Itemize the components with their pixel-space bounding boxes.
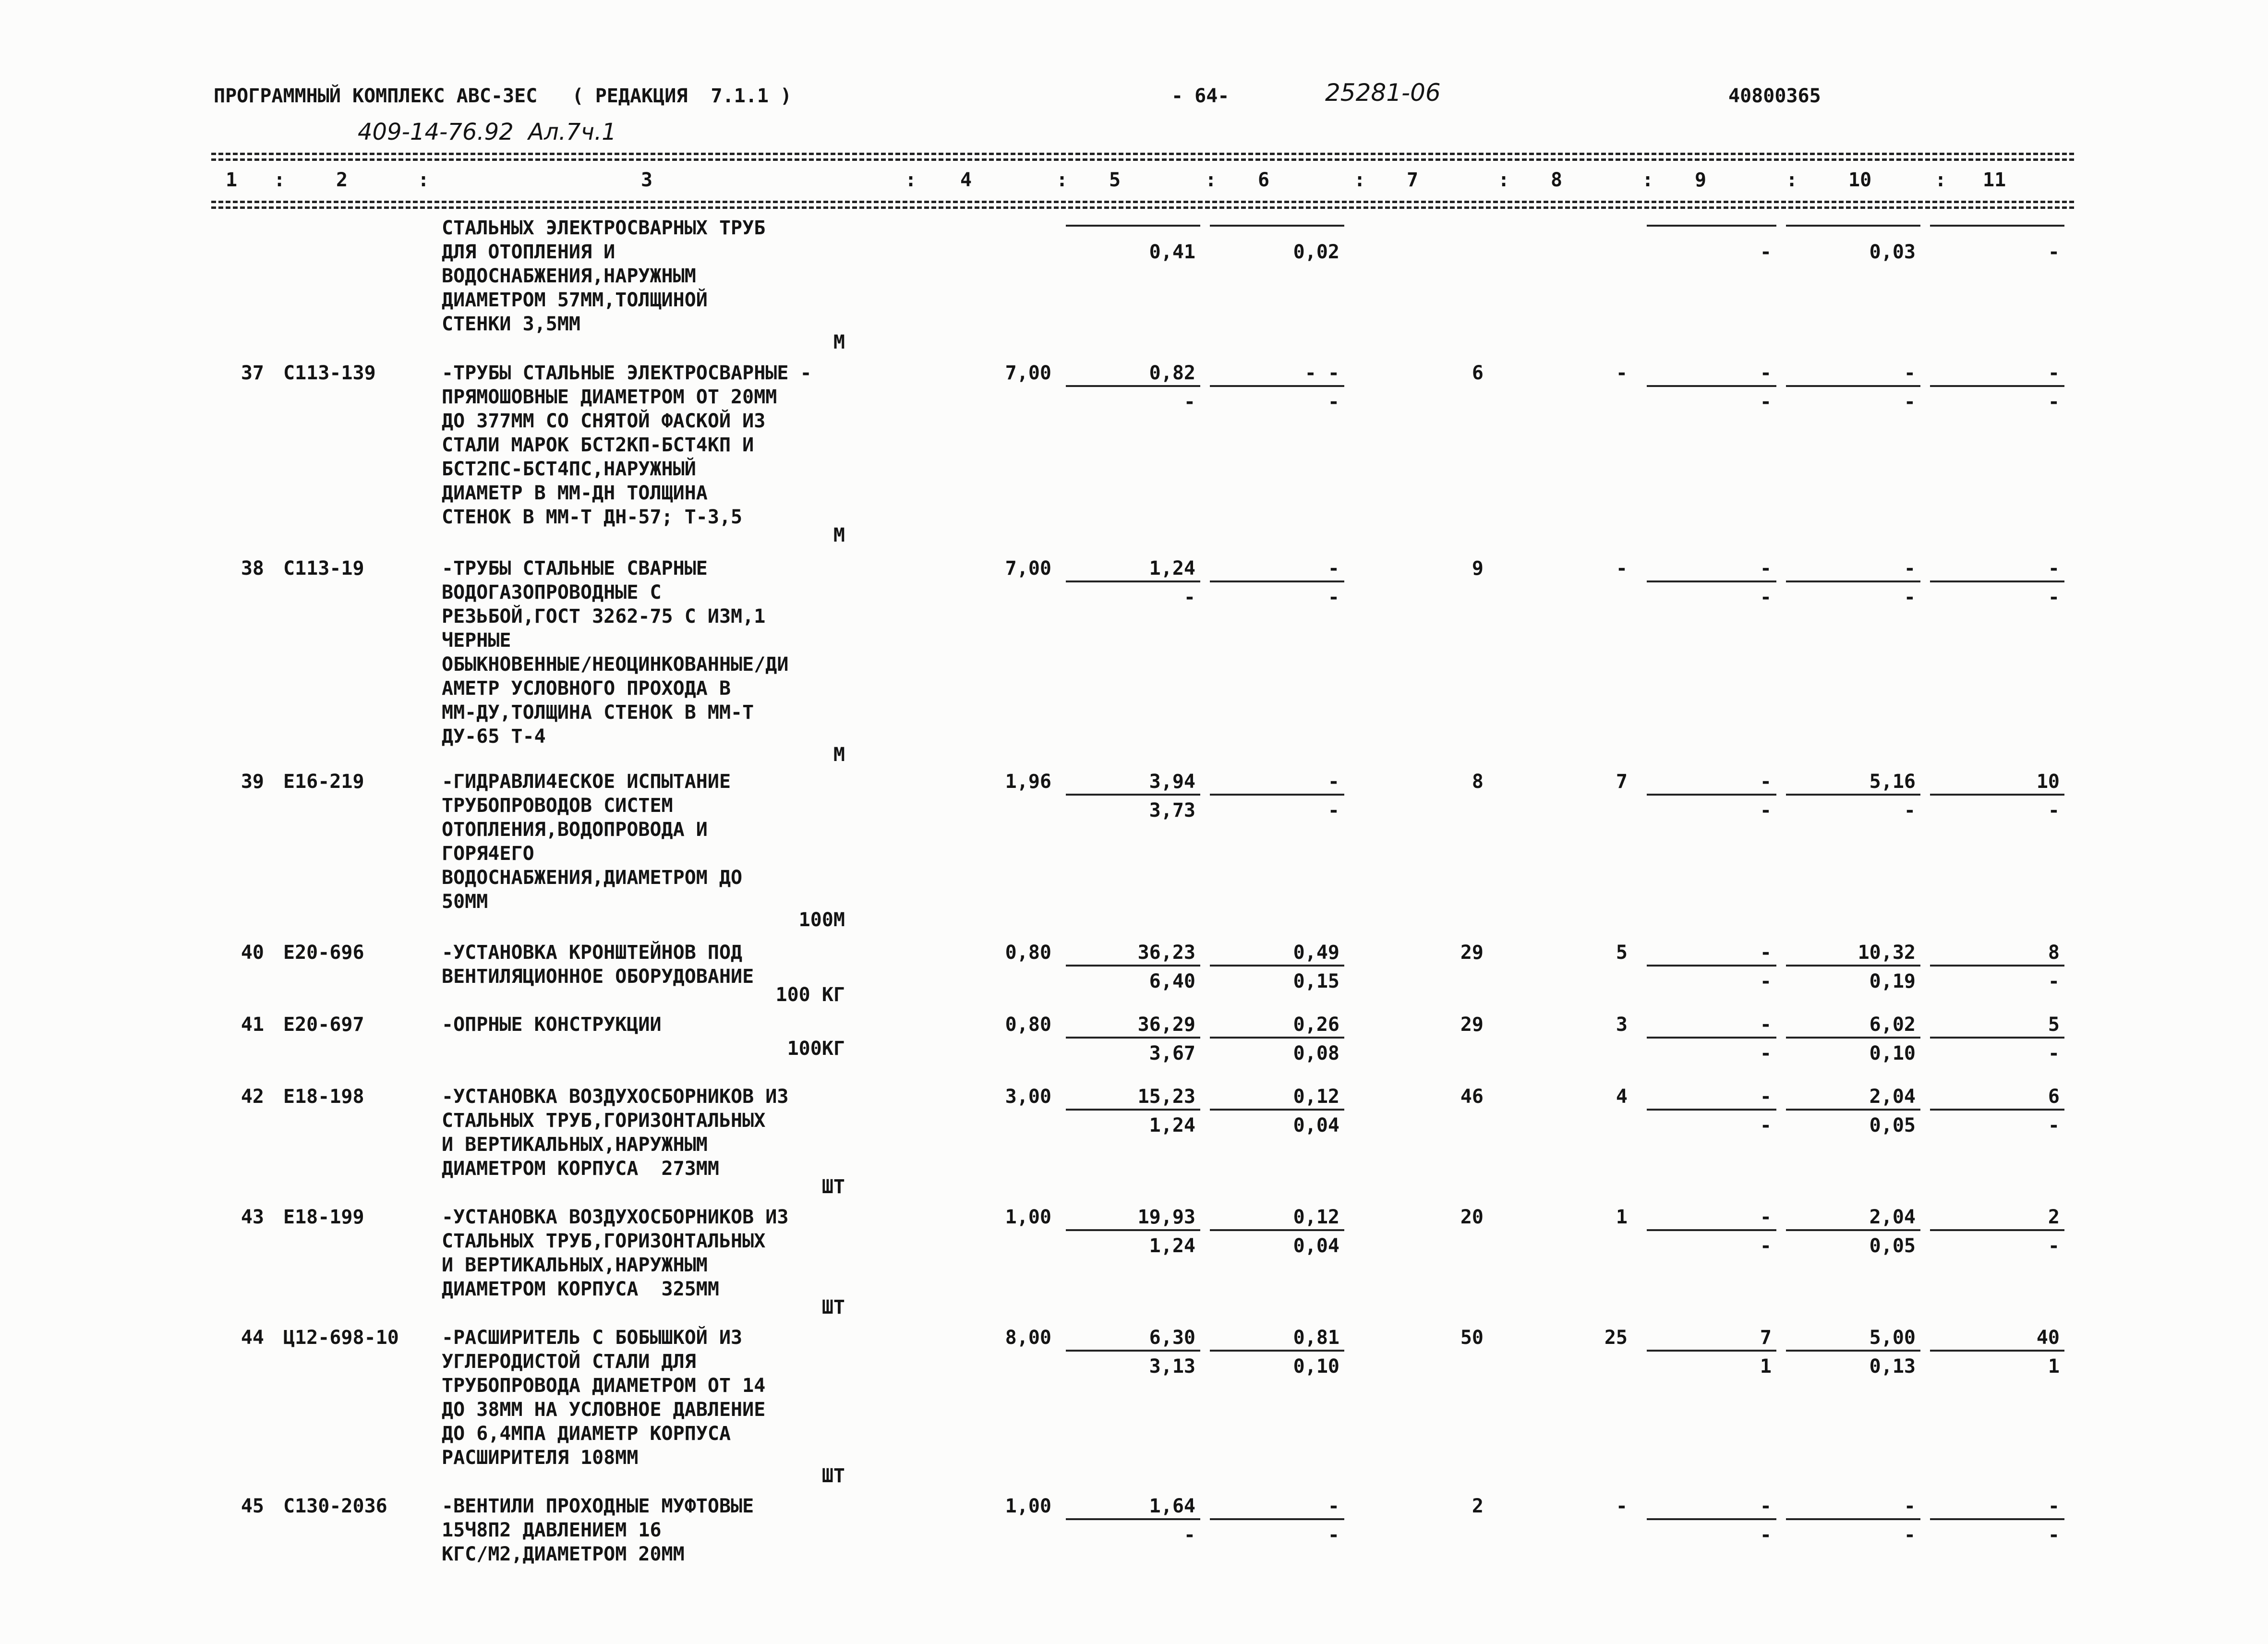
value-rule bbox=[1210, 1037, 1344, 1039]
program-code: 40800365 bbox=[1728, 85, 1821, 107]
value-rule bbox=[1066, 965, 1200, 967]
column-separator: : bbox=[1205, 169, 1217, 191]
value-rule bbox=[1647, 965, 1776, 967]
row-description: ВОДОГАЗОПРОВОДНЫЕ С bbox=[442, 581, 662, 604]
row-description: СТЕНКИ 3,5ММ bbox=[442, 313, 580, 335]
cell-bottom-c5: - bbox=[1183, 391, 1195, 413]
row-code: Е18-199 bbox=[283, 1206, 364, 1228]
row-description: -ТРУБЫ СТАЛЬНЫЕ СВАРНЫЕ bbox=[442, 557, 708, 580]
cell-bottom-c11: - bbox=[2048, 1042, 2060, 1064]
cell-c4: 1,96 bbox=[1005, 771, 1051, 793]
value-rule bbox=[1786, 1518, 1920, 1520]
cell-bottom-c11: - bbox=[2048, 1235, 2060, 1257]
cell-bottom-c11: - bbox=[2048, 799, 2060, 822]
cell-bottom-c9: - bbox=[1760, 799, 1772, 822]
value-rule bbox=[1066, 1037, 1200, 1039]
cell-bottom-c5: 3,73 bbox=[1149, 799, 1195, 822]
cell-c8: 1 bbox=[1616, 1206, 1628, 1228]
cell-c4: 0,80 bbox=[1005, 1014, 1051, 1036]
row-number: 41 bbox=[241, 1014, 264, 1036]
cell-bottom-c6: 0,08 bbox=[1293, 1042, 1339, 1064]
cell-c8: - bbox=[1616, 1495, 1628, 1517]
cell-bottom-c11: - bbox=[2048, 1524, 2060, 1546]
row-number: 39 bbox=[241, 771, 264, 793]
cell-c4: 1,00 bbox=[1005, 1495, 1051, 1517]
cell-c6: - bbox=[1327, 1495, 1339, 1517]
value-rule bbox=[1210, 580, 1344, 582]
cell-c4: 0,80 bbox=[1005, 942, 1051, 964]
cell-c8: - bbox=[1616, 557, 1628, 580]
row-description: ММ-ДУ,ТОЛЩИНА СТЕНОК В ММ-Т bbox=[442, 701, 754, 724]
value-rule bbox=[1647, 1350, 1776, 1352]
value-rule bbox=[1786, 794, 1920, 796]
cell-c5: 6,30 bbox=[1149, 1327, 1195, 1349]
value-rule bbox=[1647, 225, 1776, 227]
cell-c10: 10,32 bbox=[1858, 942, 1916, 964]
row-description: -ТРУБЫ СТАЛЬНЫЕ ЭЛЕКТРОСВАРНЫЕ - bbox=[442, 362, 812, 384]
cell-bottom-c9: - bbox=[1760, 970, 1772, 992]
value-rule bbox=[1066, 1229, 1200, 1231]
row-description: АМЕТР УСЛОВНОГО ПРОХОДА В bbox=[442, 677, 731, 700]
row-code: С130-2036 bbox=[283, 1495, 387, 1517]
cell-bottom-c5: 6,40 bbox=[1149, 970, 1195, 992]
column-header-5: 5 bbox=[1109, 169, 1121, 191]
row-number: 43 bbox=[241, 1206, 264, 1228]
value-rule bbox=[1210, 794, 1344, 796]
cell-c7: 2 bbox=[1472, 1495, 1484, 1517]
column-separator: : bbox=[1056, 169, 1068, 191]
column-separator: : bbox=[418, 169, 430, 191]
cell-c4: 7,00 bbox=[1005, 362, 1051, 384]
row-description: -УСТАНОВКА ВОЗДУХОСБОРНИКОВ ИЗ bbox=[442, 1086, 789, 1108]
row-description: ОТОПЛЕНИЯ,ВОДОПРОВОДА И bbox=[442, 819, 708, 841]
cell-bottom-c9: - bbox=[1760, 241, 1772, 263]
row-description: ДИАМЕТРОМ КОРПУСА 325ММ bbox=[442, 1278, 719, 1300]
cell-bottom-c10: - bbox=[1904, 1524, 1916, 1546]
header-rule-bottom-2 bbox=[211, 206, 2074, 209]
cell-bottom-c9: - bbox=[1760, 1235, 1772, 1257]
cell-bottom-c6: - bbox=[1327, 586, 1339, 608]
cell-c8: 3 bbox=[1616, 1014, 1628, 1036]
cell-bottom-c10: - bbox=[1904, 391, 1916, 413]
row-description: ВОДОСНАБЖЕНИЯ,ДИАМЕТРОМ ДО bbox=[442, 867, 743, 889]
value-rule bbox=[1210, 965, 1344, 967]
value-rule bbox=[1786, 1350, 1920, 1352]
cell-c7: 50 bbox=[1460, 1327, 1484, 1349]
row-description: 50ММ bbox=[442, 891, 488, 913]
cell-c7: 29 bbox=[1460, 942, 1484, 964]
row-description: БСТ2ПС-БСТ4ПС,НАРУЖНЫЙ bbox=[442, 458, 696, 480]
cell-bottom-c6: 0,04 bbox=[1293, 1235, 1339, 1257]
cell-c10: 6,02 bbox=[1869, 1014, 1916, 1036]
row-description: -РАСШИРИТЕЛЬ С БОБЫШКОЙ ИЗ bbox=[442, 1327, 743, 1349]
row-description: -УСТАНОВКА ВОЗДУХОСБОРНИКОВ ИЗ bbox=[442, 1206, 789, 1228]
column-separator: : bbox=[274, 169, 286, 191]
cell-bottom-c10: 0,19 bbox=[1869, 970, 1916, 992]
cell-c4: 1,00 bbox=[1005, 1206, 1051, 1228]
row-description: -ВЕНТИЛИ ПРОХОДНЫЕ МУФТОВЫЕ bbox=[442, 1495, 754, 1517]
value-rule bbox=[1066, 580, 1200, 582]
row-description: СТАЛЬНЫХ ТРУБ,ГОРИЗОНТАЛЬНЫХ bbox=[442, 1110, 766, 1132]
value-rule bbox=[1066, 1350, 1200, 1352]
cell-c11: - bbox=[2048, 1495, 2060, 1517]
cell-bottom-c11: - bbox=[2048, 970, 2060, 992]
column-separator: : bbox=[1642, 169, 1654, 191]
cell-bottom-c9: - bbox=[1760, 391, 1772, 413]
row-description: ОБЫКНОВЕННЫЕ/НЕОЦИНКОВАННЫЕ/ДИ bbox=[442, 653, 789, 676]
cell-c9: - bbox=[1760, 1495, 1772, 1517]
value-rule bbox=[1066, 1518, 1200, 1520]
cell-c9: - bbox=[1760, 362, 1772, 384]
cell-c7: 46 bbox=[1460, 1086, 1484, 1108]
row-description: ВЕНТИЛЯЦИОННОЕ ОБОРУДОВАНИЕ bbox=[442, 966, 754, 988]
value-rule bbox=[1930, 1229, 2064, 1231]
cell-c5: 19,93 bbox=[1137, 1206, 1195, 1228]
cell-bottom-c9: 1 bbox=[1760, 1355, 1772, 1378]
cell-c10: 5,00 bbox=[1869, 1327, 1916, 1349]
column-header-2: 2 bbox=[336, 169, 348, 191]
column-separator: : bbox=[1935, 169, 1947, 191]
cell-c8: 5 bbox=[1616, 942, 1628, 964]
row-number: 45 bbox=[241, 1495, 264, 1517]
column-header-1: 1 bbox=[226, 169, 238, 191]
row-description: УГЛЕРОДИСТОЙ СТАЛИ ДЛЯ bbox=[442, 1351, 696, 1373]
cell-bottom-c6: - bbox=[1327, 799, 1339, 822]
cell-bottom-c10: - bbox=[1904, 799, 1916, 822]
cell-c5: 15,23 bbox=[1137, 1086, 1195, 1108]
document-number: 25281-06 bbox=[1325, 79, 1441, 107]
cell-bottom-c9: - bbox=[1760, 586, 1772, 608]
row-description: -ОПРНЫЕ КОНСТРУКЦИИ bbox=[442, 1014, 662, 1036]
row-unit: ШТ bbox=[821, 1465, 845, 1487]
cell-c5: 1,24 bbox=[1149, 557, 1195, 580]
value-rule bbox=[1930, 1350, 2064, 1352]
row-description: ГОРЯ4ЕГО bbox=[442, 843, 534, 865]
header-rule-top-2 bbox=[211, 158, 2074, 161]
row-description: ДИАМЕТР В ММ-ДН ТОЛЩИНА bbox=[442, 482, 708, 504]
row-number: 37 bbox=[241, 362, 264, 384]
cell-c5: 36,23 bbox=[1137, 942, 1195, 964]
cell-c5: 1,64 bbox=[1149, 1495, 1195, 1517]
row-number: 38 bbox=[241, 557, 264, 580]
column-header-8: 8 bbox=[1551, 169, 1563, 191]
cell-c7: 6 bbox=[1472, 362, 1484, 384]
cell-c5: 0,82 bbox=[1149, 362, 1195, 384]
cell-c10: - bbox=[1904, 557, 1916, 580]
row-description: ДУ-65 Т-4 bbox=[442, 725, 546, 748]
column-header-10: 10 bbox=[1848, 169, 1872, 191]
cell-c11: 8 bbox=[2048, 942, 2060, 964]
cell-bottom-c6: - bbox=[1327, 1524, 1339, 1546]
value-rule bbox=[1647, 1229, 1776, 1231]
row-description: -УСТАНОВКА КРОНШТЕЙНОВ ПОД bbox=[442, 942, 743, 964]
cell-bottom-c5: 3,13 bbox=[1149, 1355, 1195, 1378]
row-description: СТАЛЬНЫХ ЭЛЕКТРОСВАРНЫХ ТРУБ bbox=[442, 217, 766, 239]
cell-c9: - bbox=[1760, 1014, 1772, 1036]
cell-c7: 8 bbox=[1472, 771, 1484, 793]
cell-bottom-c10: 0,05 bbox=[1869, 1235, 1916, 1257]
cell-c4: 7,00 bbox=[1005, 557, 1051, 580]
row-description: ДО 38ММ НА УСЛОВНОЕ ДАВЛЕНИЕ bbox=[442, 1399, 766, 1421]
cell-c9: - bbox=[1760, 557, 1772, 580]
row-code: Е20-697 bbox=[283, 1014, 364, 1036]
column-header-6: 6 bbox=[1258, 169, 1270, 191]
row-unit: 100М bbox=[798, 909, 845, 931]
cell-bottom-c5: 0,41 bbox=[1149, 241, 1195, 263]
value-rule bbox=[1210, 1518, 1344, 1520]
cell-c9: - bbox=[1760, 1086, 1772, 1108]
cell-c5: 3,94 bbox=[1149, 771, 1195, 793]
row-code: С113-19 bbox=[283, 557, 364, 580]
cell-bottom-c10: 0,03 bbox=[1869, 241, 1916, 263]
row-code: Ц12-698-10 bbox=[283, 1327, 399, 1349]
row-description: ЧЕРНЫЕ bbox=[442, 629, 511, 652]
cell-c9: - bbox=[1760, 942, 1772, 964]
cell-bottom-c6: 0,04 bbox=[1293, 1114, 1339, 1136]
row-description: И ВЕРТИКАЛЬНЫХ,НАРУЖНЫМ bbox=[442, 1134, 708, 1156]
cell-c4: 3,00 bbox=[1005, 1086, 1051, 1108]
cell-c6: - - bbox=[1304, 362, 1339, 384]
row-unit: М bbox=[833, 331, 845, 353]
cell-bottom-c10: 0,13 bbox=[1869, 1355, 1916, 1378]
cell-c6: 0,12 bbox=[1293, 1086, 1339, 1108]
row-description: СТЕНОК В ММ-Т ДН-57; Т-3,5 bbox=[442, 506, 743, 528]
column-separator: : bbox=[905, 169, 917, 191]
row-description: ТРУБОПРОВОДА ДИАМЕТРОМ ОТ 14 bbox=[442, 1375, 766, 1397]
cell-bottom-c5: 1,24 bbox=[1149, 1114, 1195, 1136]
row-description: ДО 6,4МПА ДИАМЕТР КОРПУСА bbox=[442, 1423, 731, 1445]
cell-c11: 6 bbox=[2048, 1086, 2060, 1108]
cell-bottom-c11: - bbox=[2048, 391, 2060, 413]
cell-c11: - bbox=[2048, 362, 2060, 384]
column-separator: : bbox=[1498, 169, 1510, 191]
row-code: Е18-198 bbox=[283, 1086, 364, 1108]
cell-c8: 25 bbox=[1604, 1327, 1628, 1349]
row-number: 40 bbox=[241, 942, 264, 964]
cell-c11: 5 bbox=[2048, 1014, 2060, 1036]
row-description: ДИАМЕТРОМ 57ММ,ТОЛЩИНОЙ bbox=[442, 289, 708, 311]
cell-c5: 36,29 bbox=[1137, 1014, 1195, 1036]
cell-c11: 10 bbox=[2036, 771, 2060, 793]
value-rule bbox=[1786, 1109, 1920, 1111]
row-number: 44 bbox=[241, 1327, 264, 1349]
row-unit: 100 КГ bbox=[775, 984, 845, 1006]
cell-bottom-c5: 3,67 bbox=[1149, 1042, 1195, 1064]
column-header-3: 3 bbox=[641, 169, 653, 191]
cell-bottom-c6: 0,02 bbox=[1293, 241, 1339, 263]
cell-c6: 0,49 bbox=[1293, 942, 1339, 964]
row-description: ДИАМЕТРОМ КОРПУСА 273ММ bbox=[442, 1158, 719, 1180]
row-description: -ГИДРАВЛИ4ЕСКОЕ ИСПЫТАНИЕ bbox=[442, 771, 731, 793]
cell-bottom-c6: - bbox=[1327, 391, 1339, 413]
row-description: ТРУБОПРОВОДОВ СИСТЕМ bbox=[442, 795, 673, 817]
row-code: Е16-219 bbox=[283, 771, 364, 793]
row-description: ДО 377ММ СО СНЯТОЙ ФАСКОЙ ИЗ bbox=[442, 410, 766, 432]
column-header-4: 4 bbox=[960, 169, 972, 191]
cell-c8: - bbox=[1616, 362, 1628, 384]
cell-bottom-c9: - bbox=[1760, 1114, 1772, 1136]
value-rule bbox=[1647, 794, 1776, 796]
value-rule bbox=[1786, 1229, 1920, 1231]
cell-c7: 20 bbox=[1460, 1206, 1484, 1228]
column-header-9: 9 bbox=[1695, 169, 1707, 191]
value-rule bbox=[1647, 1037, 1776, 1039]
cell-c6: 0,26 bbox=[1293, 1014, 1339, 1036]
value-rule bbox=[1930, 225, 2064, 227]
cell-c4: 8,00 bbox=[1005, 1327, 1051, 1349]
cell-bottom-c6: 0,10 bbox=[1293, 1355, 1339, 1378]
cell-c7: 29 bbox=[1460, 1014, 1484, 1036]
row-description: СТАЛЬНЫХ ТРУБ,ГОРИЗОНТАЛЬНЫХ bbox=[442, 1230, 766, 1252]
row-unit: М bbox=[833, 524, 845, 546]
value-rule bbox=[1930, 794, 2064, 796]
value-rule bbox=[1647, 1518, 1776, 1520]
cell-c9: 7 bbox=[1760, 1327, 1772, 1349]
cell-bottom-c6: 0,15 bbox=[1293, 970, 1339, 992]
album-reference: 409-14-76.92 Ал.7ч.1 bbox=[358, 119, 616, 145]
cell-bottom-c5: 1,24 bbox=[1149, 1235, 1195, 1257]
cell-c9: - bbox=[1760, 1206, 1772, 1228]
value-rule bbox=[1786, 1037, 1920, 1039]
cell-c9: - bbox=[1760, 771, 1772, 793]
cell-c10: - bbox=[1904, 1495, 1916, 1517]
row-unit: М bbox=[833, 744, 845, 766]
column-separator: : bbox=[1354, 169, 1366, 191]
cell-bottom-c9: - bbox=[1760, 1042, 1772, 1064]
value-rule bbox=[1930, 580, 2064, 582]
value-rule bbox=[1210, 1350, 1344, 1352]
row-code: Е20-696 bbox=[283, 942, 364, 964]
value-rule bbox=[1786, 580, 1920, 582]
value-rule bbox=[1210, 225, 1344, 227]
cell-c8: 4 bbox=[1616, 1086, 1628, 1108]
row-description: КГС/М2,ДИАМЕТРОМ 20ММ bbox=[442, 1543, 685, 1565]
row-description: 15Ч8П2 ДАВЛЕНИЕМ 16 bbox=[442, 1519, 662, 1541]
cell-bottom-c10: - bbox=[1904, 586, 1916, 608]
cell-c11: 2 bbox=[2048, 1206, 2060, 1228]
row-description: РАСШИРИТЕЛЯ 108ММ bbox=[442, 1447, 639, 1469]
value-rule bbox=[1786, 965, 1920, 967]
value-rule bbox=[1647, 580, 1776, 582]
program-title: ПРОГРАММНЫЙ КОМПЛЕКС АВС-3ЕС ( РЕДАКЦИЯ 7.1.1 ) bbox=[214, 85, 792, 107]
column-separator: : bbox=[1786, 169, 1798, 191]
cell-c8: 7 bbox=[1616, 771, 1628, 793]
cell-c10: 5,16 bbox=[1869, 771, 1916, 793]
value-rule bbox=[1930, 1518, 2064, 1520]
cell-bottom-c11: 1 bbox=[2048, 1355, 2060, 1378]
cell-c7: 9 bbox=[1472, 557, 1484, 580]
cell-bottom-c11: - bbox=[2048, 1114, 2060, 1136]
cell-c11: - bbox=[2048, 557, 2060, 580]
cell-c6: - bbox=[1327, 771, 1339, 793]
column-header-11: 11 bbox=[1983, 169, 2006, 191]
row-number: 42 bbox=[241, 1086, 264, 1108]
row-description: ДЛЯ ОТОПЛЕНИЯ И bbox=[442, 241, 615, 263]
value-rule bbox=[1066, 225, 1200, 227]
cell-bottom-c9: - bbox=[1760, 1524, 1772, 1546]
row-unit: ШТ bbox=[821, 1296, 845, 1318]
value-rule bbox=[1647, 385, 1776, 387]
value-rule bbox=[1786, 385, 1920, 387]
row-description: РЕЗЬБОЙ,ГОСТ 3262-75 С ИЗМ,1 bbox=[442, 605, 766, 628]
column-header-7: 7 bbox=[1407, 169, 1419, 191]
row-description: СТАЛИ МАРОК БСТ2КП-БСТ4КП И bbox=[442, 434, 754, 456]
value-rule bbox=[1066, 1109, 1200, 1111]
cell-c10: 2,04 bbox=[1869, 1206, 1916, 1228]
value-rule bbox=[1210, 385, 1344, 387]
value-rule bbox=[1930, 965, 2064, 967]
page-number: - 64- bbox=[1171, 85, 1230, 107]
cell-bottom-c5: - bbox=[1183, 586, 1195, 608]
value-rule bbox=[1210, 1109, 1344, 1111]
cell-bottom-c11: - bbox=[2048, 586, 2060, 608]
value-rule bbox=[1066, 385, 1200, 387]
value-rule bbox=[1066, 794, 1200, 796]
header-rule-bottom bbox=[211, 201, 2074, 203]
cell-c6: 0,12 bbox=[1293, 1206, 1339, 1228]
value-rule bbox=[1930, 385, 2064, 387]
cell-c10: - bbox=[1904, 362, 1916, 384]
row-code: С113-139 bbox=[283, 362, 376, 384]
cell-bottom-c5: - bbox=[1183, 1524, 1195, 1546]
cell-bottom-c10: 0,10 bbox=[1869, 1042, 1916, 1064]
cell-bottom-c10: 0,05 bbox=[1869, 1114, 1916, 1136]
value-rule bbox=[1786, 225, 1920, 227]
row-description: ПРЯМОШОВНЫЕ ДИАМЕТРОМ ОТ 20ММ bbox=[442, 386, 777, 408]
cell-c10: 2,04 bbox=[1869, 1086, 1916, 1108]
cell-c6: 0,81 bbox=[1293, 1327, 1339, 1349]
value-rule bbox=[1210, 1229, 1344, 1231]
value-rule bbox=[1930, 1037, 2064, 1039]
row-description: ВОДОСНАБЖЕНИЯ,НАРУЖНЫМ bbox=[442, 265, 696, 287]
cell-c6: - bbox=[1327, 557, 1339, 580]
cell-c11: 40 bbox=[2036, 1327, 2060, 1349]
value-rule bbox=[1647, 1109, 1776, 1111]
cell-bottom-c11: - bbox=[2048, 241, 2060, 263]
row-unit: 100КГ bbox=[787, 1038, 845, 1060]
row-unit: ШТ bbox=[821, 1176, 845, 1198]
header-rule-top bbox=[211, 153, 2074, 155]
value-rule bbox=[1930, 1109, 2064, 1111]
row-description: И ВЕРТИКАЛЬНЫХ,НАРУЖНЫМ bbox=[442, 1254, 708, 1276]
